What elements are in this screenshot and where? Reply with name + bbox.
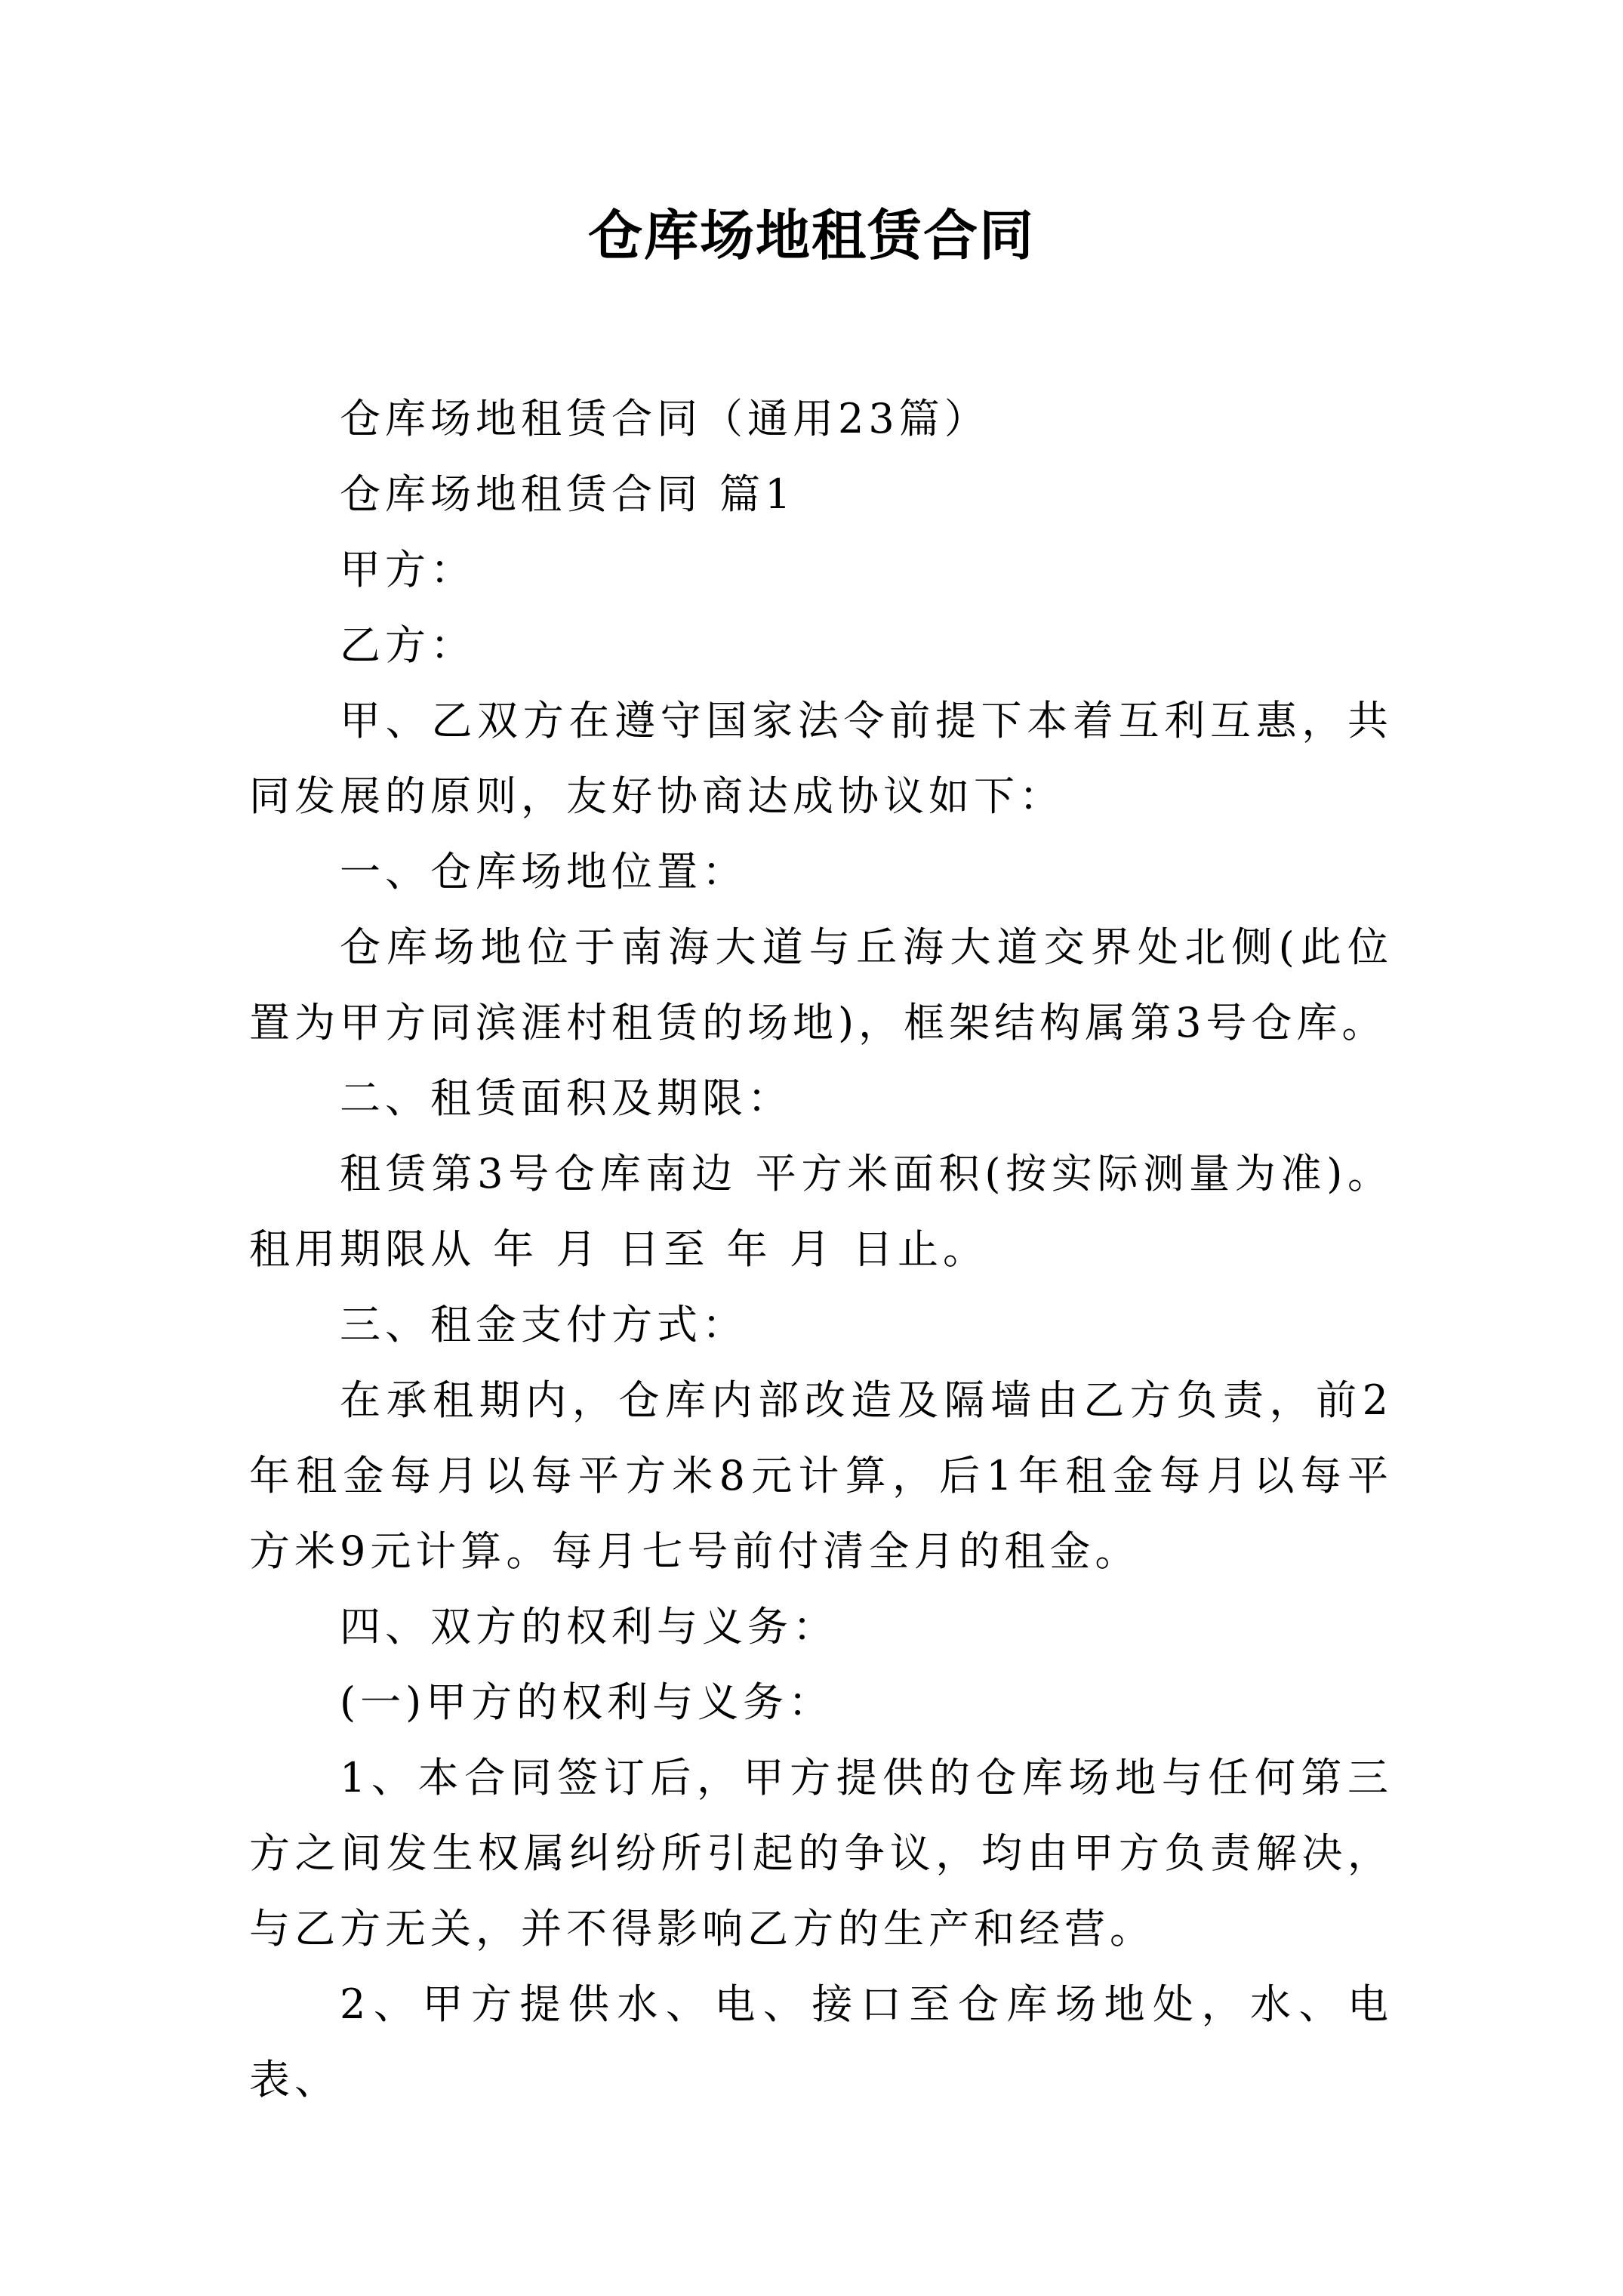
intro-paragraph: 甲、乙双方在遵守国家法令前提下本着互利互惠，共同发展的原则，友好协商达成协议如下： (249, 697, 1393, 820)
clause-heading-area-term: 二、租赁面积及期限： (340, 1074, 793, 1122)
clause-payment-text: 在承租期内，仓库内部改造及隔墙由乙方负责，前2年租金每月以每平方米8元计算，后1年租金每月以每平方米9元计算。每月七号前付清全月的租金。 (249, 1376, 1393, 1575)
party-b-line: 乙方： (340, 621, 476, 669)
subclause-heading-party-a: (一)甲方的权利与义务： (340, 1678, 834, 1726)
clause-area-term-text: 租赁第3号仓库南边 平方米面积(按实际测量为准)。租用期限从 年 月 日至 年 月 日止。 (249, 1150, 1393, 1273)
document-title: 仓库场地租赁合同 (587, 203, 1035, 267)
clause-heading-payment: 三、租金支付方式： (340, 1301, 747, 1348)
party-a-line: 甲方： (340, 546, 476, 593)
section-heading-part1: 仓库场地租赁合同 篇1 (340, 470, 796, 518)
clause-location-text: 仓库场地位于南海大道与丘海大道交界处北侧(此位置为甲方同滨涯村租赁的场地)，框架结构属第3号仓库。 (249, 923, 1393, 1046)
document-body (249, 381, 1393, 2118)
subtitle-paragraph: 仓库场地租赁合同（通用23篇） (340, 395, 990, 442)
subclause-item-2: 2、甲方提供水、电、接口至仓库场地处，水、电表、 (249, 1980, 1393, 2103)
clause-heading-rights: 四、双方的权利与义务： (340, 1603, 838, 1650)
subclause-item-1: 1、本合同签订后，甲方提供的仓库场地与任何第三方之间发生权属纠纷所引起的争议，均由甲方负责解决，与乙方无关，并不得影响乙方的生产和经营。 (249, 1754, 1393, 1952)
clause-heading-location: 一、仓库场地位置： (340, 848, 747, 895)
